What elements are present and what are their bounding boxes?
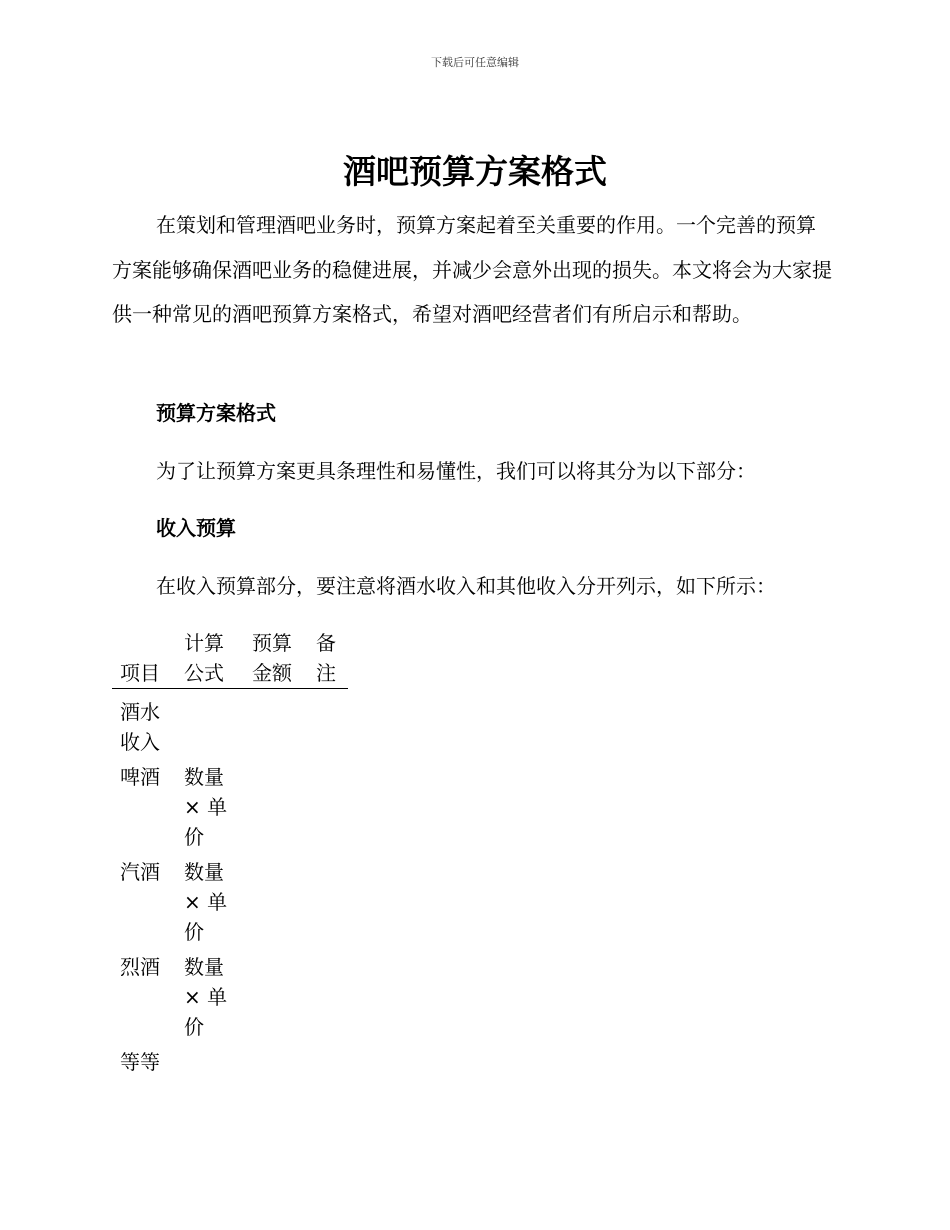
cell-note [308, 952, 348, 1047]
table-row [112, 952, 348, 1047]
cell-note [308, 857, 348, 952]
table-row [112, 689, 348, 763]
cell-formula [176, 1047, 244, 1082]
header-amount: 预算金额 [244, 628, 308, 689]
cell-amount [244, 857, 308, 952]
table-row [112, 762, 348, 857]
cell-amount [244, 762, 308, 857]
section-heading-format: 预算方案格式 [156, 401, 276, 425]
cell-item: 汽酒 [120, 860, 160, 884]
section-paragraph: 为了让预算方案更具条理性和易懂性，我们可以将其分为以下部分： [156, 459, 756, 483]
cell-item: 啤酒 [120, 765, 160, 789]
cell-item: 等等 [120, 1050, 160, 1074]
cell-amount [244, 689, 308, 763]
cell-formula: 数量 × 单价 [184, 765, 228, 849]
cell-note [308, 762, 348, 857]
cell-formula: 数量 × 单价 [184, 955, 228, 1039]
table-header-row [112, 628, 348, 689]
cell-note [308, 1047, 348, 1082]
cell-item: 烈酒 [120, 955, 160, 979]
header-formula: 计算公式 [176, 628, 244, 689]
cell-amount [244, 952, 308, 1047]
cell-formula [176, 689, 244, 763]
cell-note [308, 689, 348, 763]
income-budget-table [112, 628, 348, 1082]
cell-formula: 数量 × 单价 [184, 860, 228, 944]
header-item: 项目 [112, 628, 176, 689]
income-paragraph: 在收入预算部分，要注意将酒水收入和其他收入分开列示，如下所示： [156, 574, 776, 598]
table-row [112, 857, 348, 952]
document-title: 酒吧预算方案格式 [343, 152, 607, 191]
intro-paragraph: 在策划和管理酒吧业务时，预算方案起着至关重要的作用。一个完善的预算方案能够确保酒吧业务的稳健进展，并减少会意外出现的损失。本文将会为大家提供一种常见的酒吧预算方案格式，希望对酒吧经营者们有所启示和帮助。 [112, 213, 832, 327]
cell-item: 酒水收入 [120, 700, 160, 754]
header-note: 备注 [308, 628, 348, 689]
table-row [112, 1047, 348, 1082]
page-header-note: 下载后可任意编辑 [431, 56, 519, 69]
section-heading-income: 收入预算 [156, 516, 236, 540]
cell-amount [244, 1047, 308, 1082]
